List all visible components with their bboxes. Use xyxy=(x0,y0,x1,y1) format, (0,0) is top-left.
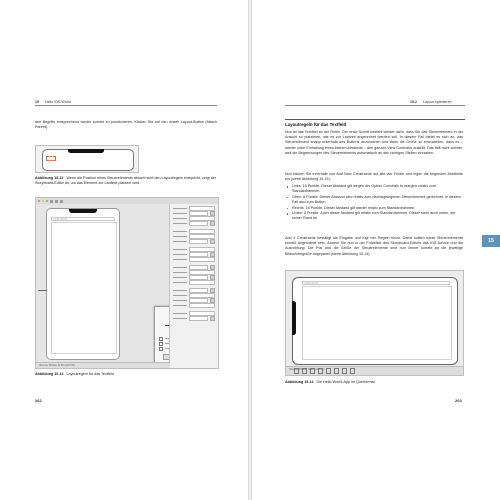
zoom-dot-icon xyxy=(46,200,48,202)
device-bar-label: View as: iPhone 11 Pro (wC hC) xyxy=(289,368,325,371)
figure-number: Abbildung 15.14 xyxy=(285,380,314,384)
phone-notch xyxy=(69,209,97,213)
toolbar-icons xyxy=(50,200,63,203)
device-icon xyxy=(318,368,323,374)
figure-caption-15-12 xyxy=(35,176,217,186)
view-controller-phone xyxy=(46,208,120,360)
chapter-title: Hello iOS-World xyxy=(45,100,71,104)
list-item: Oben: 8 Punkte. Dieser Abstand wird relativ zum nächstgelegenen Steuerelement gerechnet, in diesem Fall also zum Button. xyxy=(285,195,461,205)
page-number-left: 262 xyxy=(35,398,42,403)
chapter-number: 15 xyxy=(35,100,39,104)
figure-caption-text: Wenn die Position eines Steuerelements aktuell nicht den Layoutregeln entspricht, zeigt der Storyboard-Editor an, wo das Element zur Laufzeit platziert wird. xyxy=(35,176,217,185)
box-heading: Layoutregeln für das Textfeld xyxy=(285,122,347,127)
device-icon xyxy=(350,368,355,374)
running-head-left xyxy=(35,100,71,104)
misplaced-button-frame xyxy=(46,156,56,161)
device-icon xyxy=(342,368,347,374)
play-icon xyxy=(50,200,53,203)
figure-caption-text: Layoutregeln für das Textfeld xyxy=(66,372,114,376)
running-head-right xyxy=(410,100,452,104)
storyboard-canvas xyxy=(36,204,170,368)
text-field-hello-world: Hello World xyxy=(51,217,115,221)
intro-text: den Begriffs entsprechend wieder korrekt zu positionieren. Klicken Sie auf den ersten Layout-Button (Attach Parent). xyxy=(35,120,217,130)
screenshot-button-position xyxy=(35,145,139,173)
text-view-frame xyxy=(302,286,452,360)
device-icon xyxy=(334,368,339,374)
scheme-icon xyxy=(60,200,63,203)
attributes-inspector xyxy=(169,204,218,368)
text-field-hello-world: Hello World xyxy=(302,281,450,285)
header-rule xyxy=(35,105,217,106)
page-number-right: 263 xyxy=(455,398,462,403)
phone-notch xyxy=(68,149,104,153)
checkbox-icon xyxy=(159,337,163,341)
device-icon xyxy=(310,368,315,374)
chapter-thumb-tab: 15 xyxy=(482,235,500,247)
checkbox-icon xyxy=(159,347,163,351)
screenshot-xcode-storyboard xyxy=(35,197,219,369)
device-icon xyxy=(326,368,331,374)
section-title: Layout optimieren xyxy=(423,100,452,104)
figure-caption-15-14 xyxy=(285,380,463,385)
device-icon xyxy=(294,368,299,374)
checkbox-icon xyxy=(159,342,163,346)
device-icon xyxy=(302,368,307,374)
stop-icon xyxy=(55,200,58,203)
close-dot-icon xyxy=(38,200,40,202)
landscape-notch xyxy=(292,301,296,335)
figure-number: Abbildung 15.12 xyxy=(35,176,64,180)
storyboard-footer: View as: iPhone 11 Pro (wC hR) xyxy=(36,362,170,368)
list-item: Rechts: 16 Punkte. Dieser Abstand gilt wieder relativ zum Standardrahmen. xyxy=(285,206,461,211)
text-view-frame xyxy=(51,222,117,354)
figure-number: Abbildung 15.13 xyxy=(35,372,64,376)
list-item: Unten: 0 Punkte. Auch dieser Abstand gilt relativ zum Standardrahmen. Dieser steht auch unten, der keiner Rand ist. xyxy=(285,211,461,221)
section-number: 15.2 xyxy=(410,100,417,104)
closing-paragraph: Add 4 Constraints bestätigt die Eingabe und fügt vier Regeln hinzu. Damit sollten beide Steuerelemente korrekt angeordnet sein. Ändern Sie nun in der Fußleiste des Storyboard-Editors das iOS-Device und die Ausrichtung. Die Pos und die Größe der Steuerelemente sind nun immer korrekt an die jeweilige Bildschirmgröße angepasst (siehe Abbildung 15.14). xyxy=(285,236,463,256)
window-controls xyxy=(38,200,48,202)
screenshot-landscape xyxy=(285,270,464,376)
header-rule xyxy=(285,105,465,106)
entry-arrow xyxy=(38,290,46,291)
device-icons xyxy=(294,368,355,374)
figure-caption-15-13 xyxy=(35,372,217,377)
lead-paragraph: Nun klicken Sie innerhalb von Add New Constraints auf alle vier Felder und legen die folgenden Abstände ein (siehe Abbildung 15.13): xyxy=(285,172,463,182)
list-item: Links: 16 Punkte. Dieser Abstand gilt wegen der Option Constrain to margins relativ zum Standardrahmen. xyxy=(285,184,461,194)
device-bar xyxy=(286,366,463,375)
left-page xyxy=(0,0,248,500)
minimize-dot-icon xyxy=(42,200,44,202)
body-paragraph: Nun ist das Textfeld an der Reihe. Der erste Schritt besteht wieder darin, dass Sie das Steuerelement in der Ansicht so platzieren, wie es zur Laufzeit angeordnet werden soll. In diesem Fall bietet es sich an, das Steuerelement knapp unterhalb des Buttons anzuordnen und dann die Größe so einzustellen, dass es – wieder unter Einhaltung eines kleinen Abstands – den ganzen View Controller ausfüllt. Das fällt nicht schwer, weil die Begrenzungen des Steuerelements automatisch an den richtigen Stellen einrasten. xyxy=(285,130,463,155)
constraint-list xyxy=(285,184,461,222)
box-top-rule xyxy=(285,119,465,120)
figure-caption-text: Die Hello-World-App im Querformat xyxy=(316,380,375,384)
